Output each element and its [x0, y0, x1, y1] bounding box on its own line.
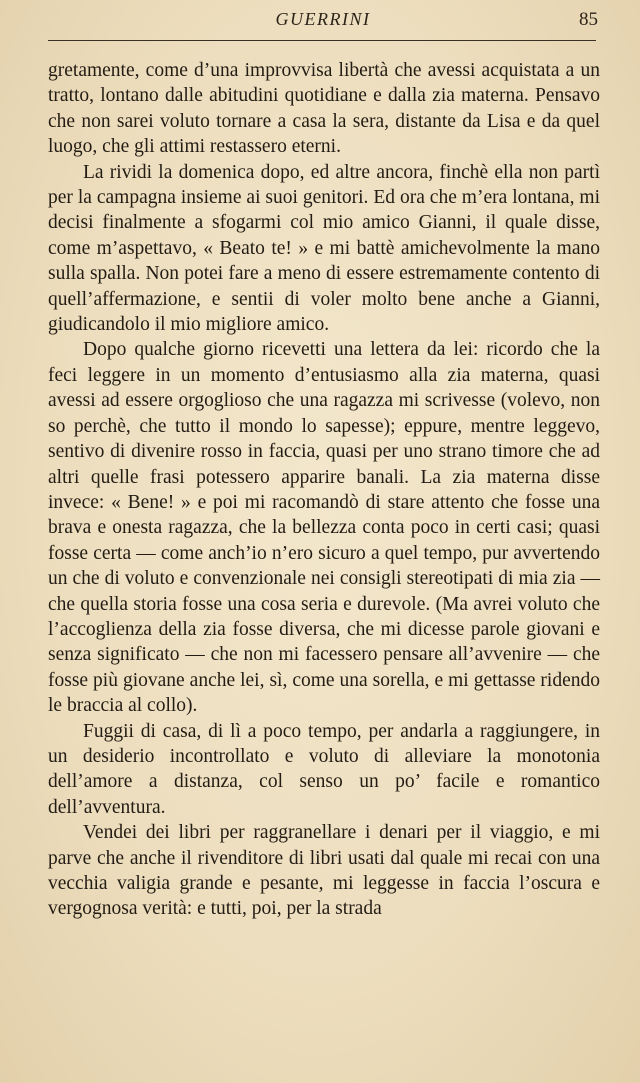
paragraph-5: Vendei dei libri per raggranellare i denari per il viaggio, e mi parve che anche il rivenditore di libri usati dal quale mi recai con una vecchia valigia grande e pesante, mi leggesse in faccia l’oscura e vergognosa verità: e tutti, poi, per la strada — [48, 822, 600, 920]
body-text — [48, 58, 600, 922]
running-head — [48, 6, 598, 36]
paragraph-4: Fuggii di casa, di lì a poco tempo, per andarla a raggiungere, in un desiderio incontrollato e voluto di alleviare la monotonia dell’amore a distanza, col senso un po’ facile e romantico dell’avventura. — [48, 720, 600, 818]
page-number: 85 — [579, 9, 598, 30]
paragraph-1: gretamente, come d’una improvvisa libertà che avessi acquistata a un tratto, lontano dalle abitudini quotidiane e dalla zia materna. Pensavo che non sarei voluto tornare a casa la sera, distante da Lisa e da quel luogo, che gli attimi restassero eterni. — [48, 60, 600, 158]
header-rule — [48, 40, 596, 41]
running-title: GUERRINI — [275, 9, 371, 29]
paragraph-3: Dopo qualche giorno ricevetti una lettera da lei: ricordo che la feci leggere in un momento d’entusiasmo alla zia materna, quasi avessi ad essere orgoglioso che una ragazza mi scrivesse (volevo, non so perchè, che tutto il mondo lo sapesse); eppure, mentre leggevo, sentivo di divenire rosso in faccia, quasi per uno strano timore che ad altri quelle frasi potessero apparire banali. La zia materna disse invece: « Bene! » e poi mi racomandò di stare attento che fosse una brava e onesta ragazza, che la bellezza conta poco in certi casi; quasi fosse certa — come anch’io n’ero sicuro a quel tempo, pur avvertendo un che di voluto e convenzionale nei consigli stereotipati di mia zia — che quella storia fosse una cosa seria e durevole. (Ma avrei voluto che l’accoglienza della zia fosse diversa, che mi dicesse parole giovani e senza significato — che non mi facessero pensare all’avvenire — che fosse più giovane anche lei, sì, come una sorella, e mi gettasse ridendo le braccia al collo). — [48, 339, 600, 717]
paragraph-2: La rividi la domenica dopo, ed altre ancora, finchè ella non partì per la campagna insieme ai suoi genitori. Ed ora che m’era lontana, mi decisi finalmente a sfogarmi col mio amico Gianni, il quale disse, come m’aspettavo, « Beato te! » e mi battè amichevolmente la mano sulla spalla. Non potei fare a meno di essere estremamente contento di quell’affermazione, e sentii di voler molto bene anche a Gianni, giudicandolo il mio migliore amico. — [48, 161, 600, 336]
